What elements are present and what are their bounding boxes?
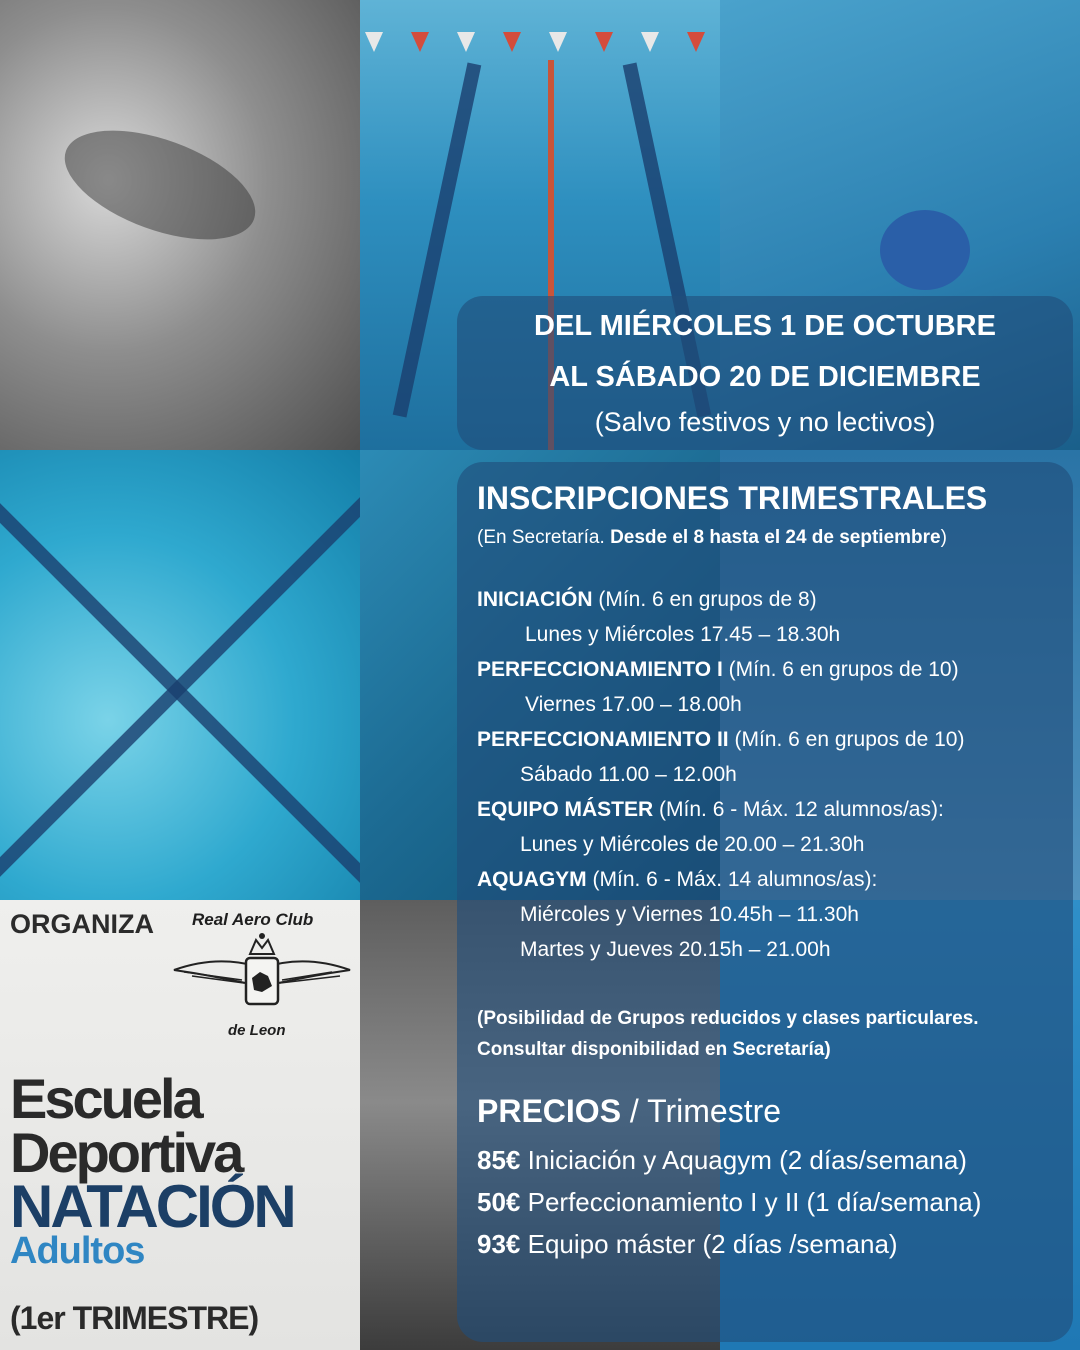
group-perfeccionamiento-1 bbox=[477, 658, 959, 682]
price-label: Iniciación y Aquagym (2 días/semana) bbox=[527, 1145, 967, 1175]
title-escuela: Escuela bbox=[10, 1067, 201, 1130]
title-adultos: Adultos bbox=[10, 1230, 145, 1272]
dates-line-1: DEL MIÉRCOLES 1 DE OCTUBRE bbox=[534, 310, 996, 342]
swimmer-silhouette bbox=[51, 109, 270, 262]
schedule: Martes y Jueves 20.15h – 21.00h bbox=[520, 938, 831, 961]
precios-title-bold: PRECIOS bbox=[477, 1093, 622, 1129]
group-detail: (Mín. 6 en grupos de 10) bbox=[734, 728, 965, 751]
flag bbox=[687, 32, 705, 52]
group-name: PERFECCIONAMIENTO II bbox=[477, 728, 729, 751]
inscripciones-title: INSCRIPCIONES TRIMESTRALES bbox=[477, 480, 988, 516]
inscripciones-subtitle bbox=[477, 527, 947, 549]
lane-line bbox=[0, 487, 360, 893]
precios-title-rest: / Trimestre bbox=[629, 1093, 782, 1129]
photo-swimmer-crawl bbox=[0, 450, 360, 900]
club-name-top: Real Aero Club bbox=[192, 910, 314, 929]
price-item bbox=[477, 1187, 981, 1218]
organiza-label: ORGANIZA bbox=[10, 909, 154, 939]
flag bbox=[365, 32, 383, 52]
sub-bold: Desde el 8 hasta el 24 de septiembre bbox=[610, 527, 941, 548]
group-detail: (Mín. 6 en grupos de 10) bbox=[728, 658, 959, 681]
flag bbox=[503, 32, 521, 52]
price-item bbox=[477, 1229, 898, 1260]
group-equipo-master bbox=[477, 798, 944, 822]
flag bbox=[549, 32, 567, 52]
group-detail: (Mín. 6 en grupos de 8) bbox=[598, 588, 817, 611]
group-perfeccionamiento-2 bbox=[477, 728, 964, 752]
swimmer-cap bbox=[880, 210, 970, 290]
price-amount: 93€ bbox=[477, 1229, 521, 1259]
photo-swimmer-underwater bbox=[0, 0, 360, 450]
price-label: Perfeccionamiento I y II (1 día/semana) bbox=[527, 1187, 982, 1217]
schedule: Sábado 11.00 – 12.00h bbox=[520, 763, 737, 786]
sub-open: (En Secretaría. bbox=[477, 527, 605, 548]
group-name: PERFECCIONAMIENTO I bbox=[477, 658, 723, 681]
sub-close: ) bbox=[940, 527, 947, 548]
dates-line-2: AL SÁBADO 20 DE DICIEMBRE bbox=[549, 361, 981, 393]
schedule: Viernes 17.00 – 18.00h bbox=[525, 693, 742, 716]
note-line-2: Consultar disponibilidad en Secretaría) bbox=[477, 1039, 831, 1060]
backstroke-flags bbox=[365, 32, 705, 56]
club-name-bottom: de Leon bbox=[228, 1022, 286, 1039]
price-item bbox=[477, 1145, 967, 1176]
flag bbox=[411, 32, 429, 52]
group-name: AQUAGYM bbox=[477, 868, 587, 891]
title-deportiva: Deportiva bbox=[10, 1121, 242, 1184]
schedule: Miércoles y Viernes 10.45h – 11.30h bbox=[520, 903, 859, 926]
club-crest-icon bbox=[172, 928, 352, 1018]
flag bbox=[457, 32, 475, 52]
group-name: EQUIPO MÁSTER bbox=[477, 798, 654, 821]
group-name: INICIACIÓN bbox=[477, 588, 593, 611]
dates-note: (Salvo festivos y no lectivos) bbox=[594, 407, 936, 437]
precios-title bbox=[477, 1093, 781, 1130]
schedule: Lunes y Miércoles de 20.00 – 21.30h bbox=[520, 833, 865, 856]
group-iniciacion bbox=[477, 588, 817, 612]
price-label: Equipo máster (2 días /semana) bbox=[527, 1229, 898, 1259]
flag bbox=[641, 32, 659, 52]
title-trimestre: (1er TRIMESTRE) bbox=[10, 1300, 259, 1336]
schedule: Lunes y Miércoles 17.45 – 18.30h bbox=[525, 623, 841, 646]
group-aquagym bbox=[477, 868, 877, 892]
title-natacion: NATACIÓN bbox=[10, 1173, 294, 1240]
note-line-1: (Posibilidad de Grupos reducidos y clases particulares. bbox=[477, 1008, 979, 1029]
price-amount: 50€ bbox=[477, 1187, 521, 1217]
price-amount: 85€ bbox=[477, 1145, 521, 1175]
group-detail: (Mín. 6 - Máx. 12 alumnos/as): bbox=[659, 798, 944, 821]
flag bbox=[595, 32, 613, 52]
group-detail: (Mín. 6 - Máx. 14 alumnos/as): bbox=[592, 868, 878, 891]
